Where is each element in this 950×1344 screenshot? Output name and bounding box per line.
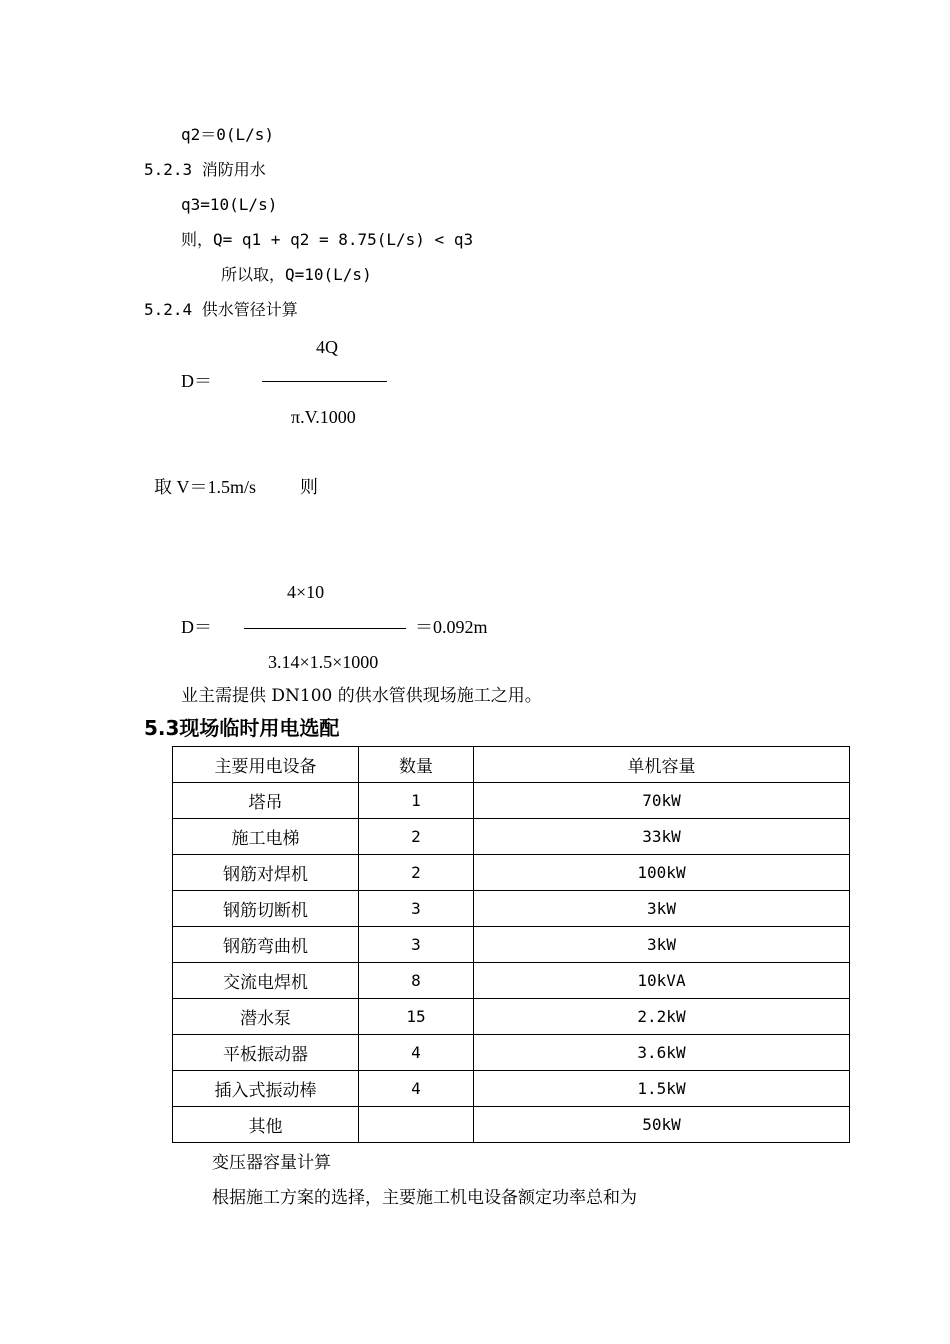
table-row	[173, 1035, 850, 1071]
header-cell-capacity: 单机容量	[474, 747, 850, 783]
quantity-cell: 4	[359, 1035, 474, 1071]
table-row	[173, 999, 850, 1035]
capacity-cell: 10kVA	[474, 963, 850, 999]
calc-lhs: D＝	[181, 617, 212, 637]
equipment-cell: 其他	[173, 1107, 359, 1143]
table-row	[173, 1107, 850, 1143]
transformer-title: 变压器容量计算	[212, 1153, 331, 1173]
header-cell-equipment: 主要用电设备	[173, 747, 359, 783]
table-header-row	[173, 747, 850, 783]
table-row	[173, 1071, 850, 1107]
table-row	[173, 927, 850, 963]
calc-fraction-bar	[244, 628, 406, 629]
table-row	[173, 891, 850, 927]
calc-result: ＝0.092m	[415, 617, 488, 637]
calc-numerator: 4×10	[287, 582, 325, 602]
formula-lhs: D＝	[181, 371, 212, 391]
table-row	[173, 783, 850, 819]
equipment-cell: 塔吊	[173, 783, 359, 819]
quantity-cell: 3	[359, 927, 474, 963]
section-5-2-3: 5.2.3 消防用水	[144, 160, 266, 179]
equipment-cell: 插入式振动棒	[173, 1071, 359, 1107]
quantity-cell	[359, 1107, 474, 1143]
equipment-cell: 钢筋切断机	[173, 891, 359, 927]
capacity-cell: 50kW	[474, 1107, 850, 1143]
therefore-line: 所以取，Q=10(L/s)	[221, 265, 372, 284]
equipment-cell: 潜水泵	[173, 999, 359, 1035]
quantity-cell: 3	[359, 891, 474, 927]
capacity-cell: 3.6kW	[474, 1035, 850, 1071]
capacity-cell: 100kW	[474, 855, 850, 891]
then-word: 则	[300, 477, 318, 497]
formula-fraction-bar	[262, 381, 387, 382]
section-5-2-4: 5.2.4 供水管径计算	[144, 300, 298, 319]
quantity-cell: 2	[359, 855, 474, 891]
formula-denominator: π.V.1000	[291, 407, 356, 427]
header-cell-quantity: 数量	[359, 747, 474, 783]
table-row	[173, 855, 850, 891]
supply-note: 业主需提供 DN100 的供水管供现场施工之用。	[181, 686, 542, 706]
quantity-cell: 15	[359, 999, 474, 1035]
capacity-cell: 3kW	[474, 891, 850, 927]
capacity-cell: 70kW	[474, 783, 850, 819]
equipment-cell: 交流电焊机	[173, 963, 359, 999]
transformer-text: 根据施工方案的选择，主要施工机电设备额定功率总和为	[212, 1188, 637, 1208]
table-row	[173, 963, 850, 999]
section-5-3-heading: 5.3现场临时用电选配	[144, 716, 340, 740]
calc-denominator: 3.14×1.5×1000	[268, 652, 379, 672]
quantity-cell: 1	[359, 783, 474, 819]
capacity-cell: 1.5kW	[474, 1071, 850, 1107]
q3-line: q3=10(L/s)	[181, 195, 278, 214]
quantity-cell: 8	[359, 963, 474, 999]
capacity-cell: 33kW	[474, 819, 850, 855]
quantity-cell: 2	[359, 819, 474, 855]
capacity-cell: 2.2kW	[474, 999, 850, 1035]
equipment-cell: 平板振动器	[173, 1035, 359, 1071]
q2-line: q2＝0(L/s)	[181, 125, 275, 144]
quantity-cell: 4	[359, 1071, 474, 1107]
capacity-cell: 3kW	[474, 927, 850, 963]
equipment-cell: 施工电梯	[173, 819, 359, 855]
table-row	[173, 819, 850, 855]
equipment-cell: 钢筋对焊机	[173, 855, 359, 891]
equipment-table	[172, 746, 850, 1143]
compare-line: 则，Q= q1 + q2 = 8.75(L/s) < q3	[181, 230, 474, 249]
formula-numerator: 4Q	[316, 337, 338, 357]
velocity-line: 取 V＝1.5m/s	[154, 477, 257, 497]
equipment-cell: 钢筋弯曲机	[173, 927, 359, 963]
